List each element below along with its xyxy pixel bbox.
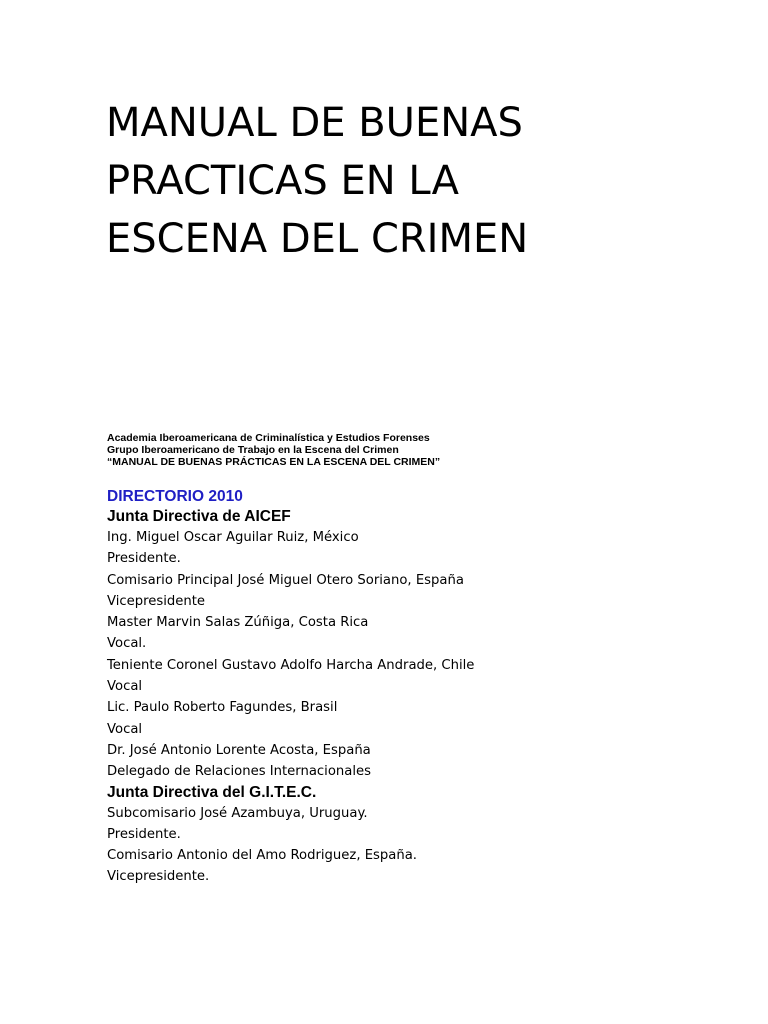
title-line: ESCENA DEL CRIMEN [106,216,529,262]
board-member-line: Master Marvin Salas Zúñiga, Costa Rica [107,615,369,631]
board-member-line: Teniente Coronel Gustavo Adolfo Harcha Andrade, Chile [107,657,475,673]
board-member-line: Subcomisario José Azambuya, Uruguay. [107,805,368,821]
board-member-line: Comisario Principal José Miguel Otero Soriano, España [107,572,464,588]
board-member-role: Vocal. [107,636,147,652]
directory-section [107,487,727,888]
board-heading: Junta Directiva del G.I.T.E.C. [107,783,317,801]
title-line: MANUAL DE BUENAS [106,100,523,146]
institution-line: Grupo Iberoamericano de Trabajo en la Escena del Crimen [107,444,399,456]
board-aicef [107,507,727,783]
document-title [106,94,726,268]
board-member-line: Ing. Miguel Oscar Aguilar Ruiz, México [107,530,359,545]
board-member-role: Vicepresidente. [107,869,210,885]
board-member-role: Presidente. [107,826,181,842]
board-member-role: Vocal [107,679,143,695]
board-gitec [107,783,727,888]
board-member-role: Presidente. [107,551,181,567]
board-member-role: Delegado de Relaciones Internacionales [107,764,371,780]
board-member-role: Vicepresidente [107,593,206,609]
board-member-line: Lic. Paulo Roberto Fagundes, Brasil [107,700,338,716]
board-member-line: Dr. José Antonio Lorente Acosta, España [107,742,371,758]
institution-line: “MANUAL DE BUENAS PRÁCTICAS EN LA ESCENA DEL CRIMEN” [107,456,441,468]
title-line: PRACTICAS EN LA [106,158,459,204]
institution-block [107,432,440,468]
board-member-role: Vocal [107,721,143,737]
board-heading: Junta Directiva de AICEF [107,508,291,525]
directory-heading: DIRECTORIO 2010 [107,488,243,505]
institution-line: Academia Iberoamericana de Criminalística y Estudios Forenses [107,432,430,444]
board-member-line: Comisario Antonio del Amo Rodriguez, España. [107,848,417,864]
